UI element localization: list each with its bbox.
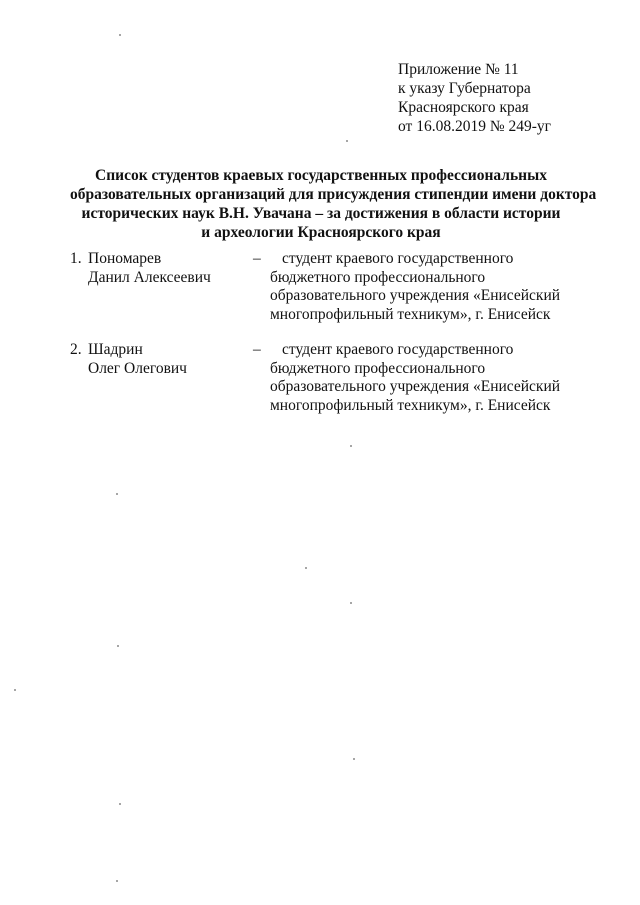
- student-description: [270, 250, 560, 324]
- description-line: многопрофильный техникум», г. Енисейск: [270, 305, 551, 323]
- description-line: студент краевого государственного: [282, 341, 514, 358]
- student-name: [88, 341, 248, 378]
- scan-speck: [117, 645, 119, 647]
- entry-dash: –: [253, 250, 261, 267]
- student-name: [88, 250, 248, 287]
- entry-number: 2.: [70, 341, 82, 358]
- scan-speck: [305, 567, 307, 569]
- scan-speck: [353, 758, 355, 760]
- description-line: образовательного учреждения «Енисейский: [270, 378, 561, 395]
- appendix-line: от 16.08.2019 № 249-уг: [398, 118, 552, 135]
- student-surname: Шадрин: [88, 341, 143, 358]
- scan-speck: [119, 803, 121, 805]
- appendix-line: к указу Губернатора: [398, 80, 531, 97]
- student-given-names: Олег Олегович: [88, 359, 187, 377]
- scan-speck: [350, 445, 352, 447]
- scan-speck: [116, 880, 118, 882]
- title-line: Список студентов краевых государственных профессиональных: [95, 167, 547, 184]
- appendix-line: Красноярского края: [398, 99, 529, 116]
- description-line: бюджетного профессионального: [270, 268, 486, 286]
- scan-speck: [346, 140, 348, 142]
- student-description: [270, 341, 560, 415]
- title-line: и археологии Красноярского края: [201, 224, 441, 241]
- title-line: образовательных организаций для присуждения стипендии имени доктора: [70, 186, 597, 203]
- scan-speck: [350, 602, 352, 604]
- student-given-names: Данил Алексеевич: [88, 268, 211, 286]
- scan-speck: [116, 493, 118, 495]
- description-line: бюджетного профессионального: [270, 359, 486, 377]
- document-title: [70, 166, 597, 242]
- scan-speck: [119, 34, 121, 36]
- description-line: студент краевого государственного: [282, 250, 514, 267]
- entry-number: 1.: [70, 250, 82, 267]
- student-surname: Пономарев: [88, 250, 162, 267]
- description-line: образовательного учреждения «Енисейский: [270, 287, 561, 304]
- entry-dash: –: [253, 341, 261, 358]
- appendix-line: Приложение № 11: [398, 61, 519, 78]
- title-line: исторических наук В.Н. Увачана – за достижения в области истории: [81, 205, 561, 222]
- appendix-header: [398, 60, 618, 136]
- description-line: многопрофильный техникум», г. Енисейск: [270, 396, 551, 414]
- scan-speck: [14, 689, 16, 691]
